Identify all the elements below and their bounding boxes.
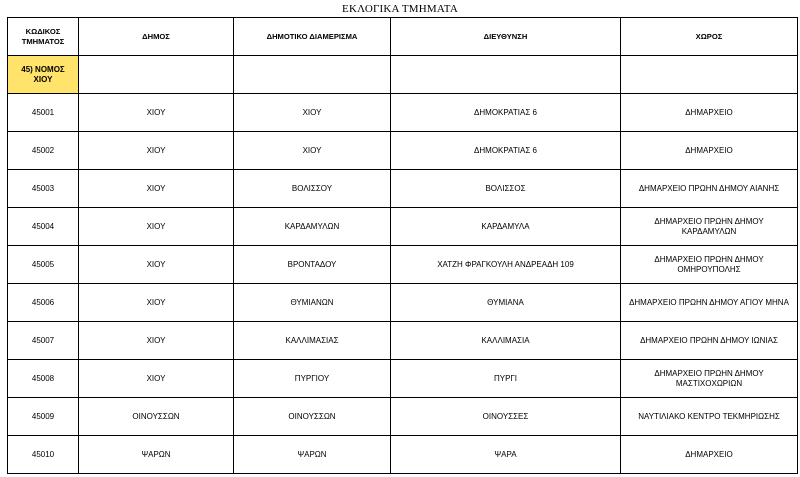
code-cell: 45003 — [8, 170, 79, 208]
table-row — [8, 284, 798, 322]
table-row — [8, 398, 798, 436]
header-municipality: ΔΗΜΟΣ — [79, 18, 234, 56]
polling-stations-table — [7, 17, 798, 474]
address-cell: ΔΗΜΟΚΡΑΤΙΑΣ 6 — [391, 94, 621, 132]
empty-cell — [391, 56, 621, 94]
venue-cell — [621, 246, 798, 284]
municipality-cell: ΨΑΡΩΝ — [79, 436, 234, 474]
code-cell: 45002 — [8, 132, 79, 170]
district-cell: ΟΙΝΟΥΣΣΩΝ — [234, 398, 391, 436]
table-row — [8, 436, 798, 474]
address-cell: ΚΑΡΔΑΜΥΛΑ — [391, 208, 621, 246]
venue-line1: ΝΑΥΤΙΛΙΑΚΟ ΚΕΝΤΡΟ ΤΕΚΜΗΡΙΩΣΗΣ — [638, 411, 780, 421]
municipality-cell: ΧΙΟΥ — [79, 94, 234, 132]
empty-cell — [79, 56, 234, 94]
code-cell: 45006 — [8, 284, 79, 322]
address-cell: ΨΑΡΑ — [391, 436, 621, 474]
table-row — [8, 322, 798, 360]
venue-cell — [621, 94, 798, 132]
header-code-line1: ΚΩΔΙΚΟΣ — [25, 26, 61, 36]
venue-line2: ΚΑΡΔΑΜΥΛΩΝ — [681, 226, 737, 236]
code-cell: 45010 — [8, 436, 79, 474]
header-code — [8, 18, 79, 56]
address-cell: ΘΥΜΙΑΝΑ — [391, 284, 621, 322]
venue-cell — [621, 284, 798, 322]
district-cell: ΧΙΟΥ — [234, 132, 391, 170]
venue-line1: ΔΗΜΑΡΧΕΙΟ ΠΡΩΗΝ ΔΗΜΟΥ ΙΩΝΙΑΣ — [640, 335, 778, 345]
district-cell: ΠΥΡΓΙΟΥ — [234, 360, 391, 398]
venue-cell — [621, 398, 798, 436]
venue-line1: ΔΗΜΑΡΧΕΙΟ ΠΡΩΗΝ ΔΗΜΟΥ — [654, 368, 764, 378]
table-row — [8, 360, 798, 398]
code-cell: 45004 — [8, 208, 79, 246]
district-cell: ΚΑΡΔΑΜΥΛΩΝ — [234, 208, 391, 246]
address-cell: ΧΑΤΖΗ ΦΡΑΓΚΟΥΛΗ ΑΝΔΡΕΑΔΗ 109 — [391, 246, 621, 284]
venue-cell — [621, 170, 798, 208]
empty-cell — [621, 56, 798, 94]
municipality-cell: ΧΙΟΥ — [79, 322, 234, 360]
empty-cell — [234, 56, 391, 94]
code-cell: 45007 — [8, 322, 79, 360]
district-cell: ΚΑΛΛΙΜΑΣΙΑΣ — [234, 322, 391, 360]
address-cell: ΚΑΛΛΙΜΑΣΙΑ — [391, 322, 621, 360]
header-district: ΔΗΜΟΤΙΚΟ ΔΙΑΜΕΡΙΣΜΑ — [234, 18, 391, 56]
district-cell: ΧΙΟΥ — [234, 94, 391, 132]
venue-line1: ΔΗΜΑΡΧΕΙΟ ΠΡΩΗΝ ΔΗΜΟΥ ΑΙΑΝΗΣ — [638, 183, 780, 193]
document-title: ΕΚΛΟΓΙΚΑ ΤΜΗΜΑΤΑ — [342, 3, 458, 15]
address-cell: ΔΗΜΟΚΡΑΤΙΑΣ 6 — [391, 132, 621, 170]
venue-line2: ΜΑΣΤΙΧΟΧΩΡΙΩΝ — [675, 378, 743, 388]
venue-cell — [621, 208, 798, 246]
venue-cell — [621, 322, 798, 360]
prefecture-cell — [8, 56, 79, 94]
municipality-cell: ΧΙΟΥ — [79, 170, 234, 208]
address-cell: ΒΟΛΙΣΣΟΣ — [391, 170, 621, 208]
venue-cell — [621, 360, 798, 398]
venue-line1: ΔΗΜΑΡΧΕΙΟ — [685, 107, 733, 117]
venue-line1: ΔΗΜΑΡΧΕΙΟ ΠΡΩΗΝ ΔΗΜΟΥ ΑΓΙΟΥ ΜΗΝΑ — [629, 297, 789, 307]
prefecture-line1: 45) ΝΟΜΟΣ — [21, 64, 65, 74]
code-cell: 45008 — [8, 360, 79, 398]
code-cell: 45001 — [8, 94, 79, 132]
venue-line1: ΔΗΜΑΡΧΕΙΟ ΠΡΩΗΝ ΔΗΜΟΥ — [654, 254, 764, 264]
venue-line1: ΔΗΜΑΡΧΕΙΟ — [685, 145, 733, 155]
table-header-row — [8, 18, 798, 56]
venue-cell — [621, 436, 798, 474]
district-cell: ΨΑΡΩΝ — [234, 436, 391, 474]
header-code-line2: ΤΜΗΜΑΤΟΣ — [21, 36, 65, 46]
venue-line2: ΟΜΗΡΟΥΠΟΛΗΣ — [677, 264, 741, 274]
table-row — [8, 170, 798, 208]
address-cell: ΠΥΡΓΙ — [391, 360, 621, 398]
venue-line1: ΔΗΜΑΡΧΕΙΟ ΠΡΩΗΝ ΔΗΜΟΥ — [654, 216, 764, 226]
municipality-cell: ΧΙΟΥ — [79, 208, 234, 246]
table-row — [8, 94, 798, 132]
venue-line1: ΔΗΜΑΡΧΕΙΟ — [685, 449, 733, 459]
prefecture-line2: ΧΙΟΥ — [33, 74, 53, 84]
prefecture-row — [8, 56, 798, 94]
header-address: ΔΙΕΥΘΥΝΣΗ — [391, 18, 621, 56]
municipality-cell: ΧΙΟΥ — [79, 360, 234, 398]
district-cell: ΒΡΟΝΤΑΔΟΥ — [234, 246, 391, 284]
venue-cell — [621, 132, 798, 170]
municipality-cell: ΧΙΟΥ — [79, 246, 234, 284]
district-cell: ΘΥΜΙΑΝΩΝ — [234, 284, 391, 322]
municipality-cell: ΧΙΟΥ — [79, 284, 234, 322]
municipality-cell: ΧΙΟΥ — [79, 132, 234, 170]
district-cell: ΒΟΛΙΣΣΟΥ — [234, 170, 391, 208]
table-row — [8, 208, 798, 246]
table-row — [8, 132, 798, 170]
municipality-cell: ΟΙΝΟΥΣΣΩΝ — [79, 398, 234, 436]
code-cell: 45009 — [8, 398, 79, 436]
code-cell: 45005 — [8, 246, 79, 284]
address-cell: ΟΙΝΟΥΣΣΕΣ — [391, 398, 621, 436]
table-row — [8, 246, 798, 284]
header-venue: ΧΩΡΟΣ — [621, 18, 798, 56]
